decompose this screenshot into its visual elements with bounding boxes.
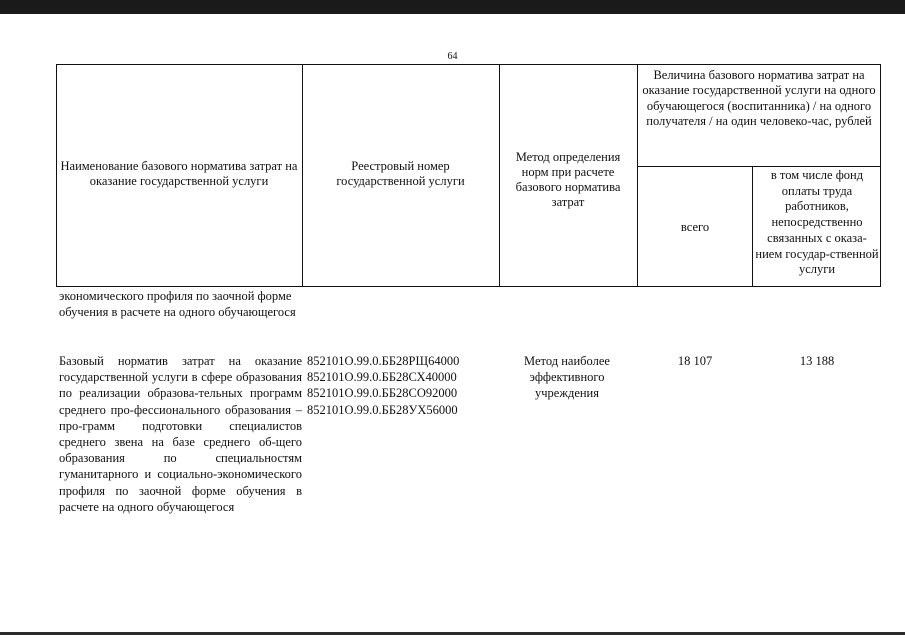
- page-number: 64: [447, 51, 458, 62]
- header-value-group: Величина базового норматива затрат на оказание государственной услуги на одного обучающегося (воспитанника) / на одного получателя / на один человеко-час, рублей: [642, 68, 876, 129]
- col-divider-registry: [302, 64, 303, 287]
- registry-code: 852101О.99.0.ББ28УХ56000: [307, 402, 458, 417]
- table-row-total: 18 107: [677, 354, 713, 368]
- table-row-name: Базовый норматив затрат на оказание государственной услуги в сфере образования по реализации образова-тельных программ среднего про-фессионального образования – про-грамм подготовки специалистов среднего звена на базе среднего об-щего образования по специальностям гуманитарного и социально-экономического профиля по заочной форме обучения в расчете на одного обучающегося: [59, 354, 302, 514]
- registry-code: 852101О.99.0.ББ28СХ40000: [307, 370, 457, 385]
- col-divider-value: [637, 64, 638, 287]
- table-row-wage-fund: 13 188: [799, 354, 835, 368]
- table-left-border: [56, 64, 57, 287]
- table-row-codes: [307, 353, 459, 418]
- continuation-text: экономического профиля по заочной форме обучения в расчете на одного обучающегося: [59, 289, 296, 320]
- header-name: Наименование базового норматива затрат на оказание государственной услуги: [60, 159, 298, 188]
- col-divider-method: [499, 64, 500, 287]
- header-total: всего: [680, 220, 710, 234]
- table-right-border: [880, 64, 881, 287]
- top-scan-border: [0, 0, 905, 14]
- col-divider-wage: [752, 166, 753, 287]
- header-subdivider: [637, 166, 881, 167]
- header-bottom-border: [56, 286, 881, 287]
- table-row-method: Метод наиболее эффективного учреждения: [524, 354, 610, 401]
- header-wage-fund: в том числе фонд оплаты труда работников, непосредственно связанных с оказа-нием государ-ственной услуги: [755, 168, 879, 277]
- bottom-scan-border: [0, 632, 905, 635]
- table-top-border: [56, 64, 881, 65]
- header-registry: Реестровый номер государственной услуги: [336, 159, 465, 188]
- registry-code: 852101О.99.0.ББ28РЩ64000: [307, 354, 460, 368]
- registry-code: 852101О.99.0.ББ28СО92000: [307, 386, 458, 401]
- header-method: Метод определения норм при расчете базового норматива затрат: [515, 150, 621, 209]
